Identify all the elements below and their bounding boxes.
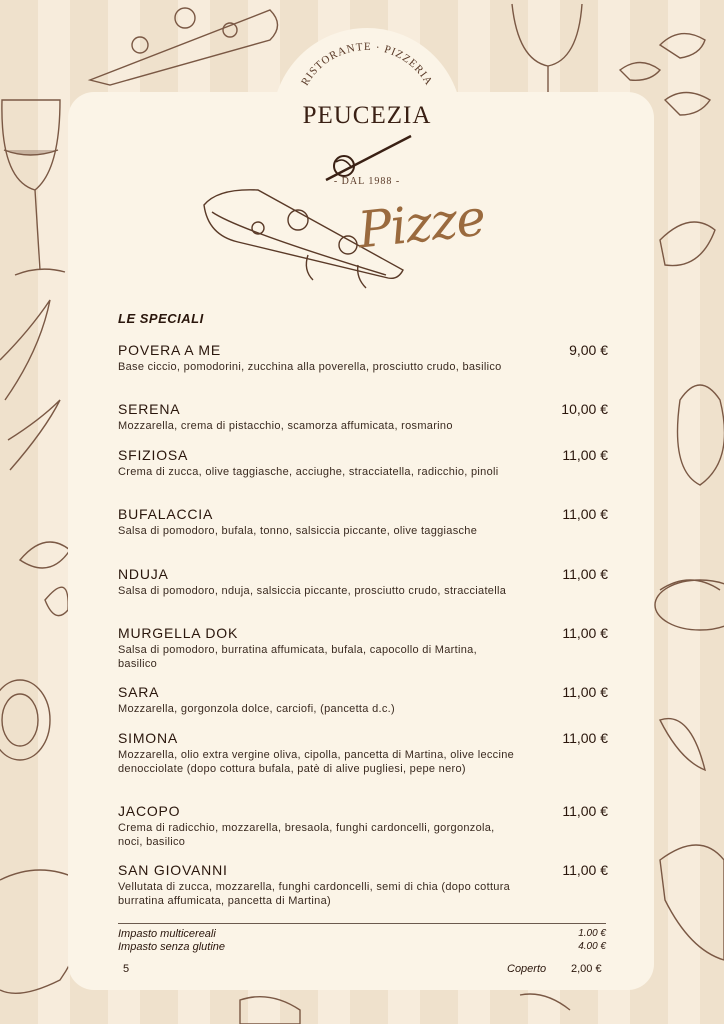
item-name: SAN GIOVANNI bbox=[118, 862, 228, 878]
menu-item bbox=[118, 862, 608, 908]
page-number: 5 bbox=[123, 963, 130, 975]
item-description: Salsa di pomodoro, nduja, salsiccia piccante, prosciutto crudo, stracciatella bbox=[118, 585, 507, 597]
menu-item bbox=[118, 625, 608, 671]
item-price: 11,00 € bbox=[562, 506, 608, 522]
section-title: LE SPECIALI bbox=[118, 311, 204, 326]
menu-item bbox=[118, 730, 608, 776]
item-description: Mozzarella, olio extra vergine oliva, cipolla, pancetta di Martina, olive leccine denocciolate (dopo cottura bufala, patè di alive pugliesi, pepe nero) bbox=[118, 749, 515, 775]
item-price: 11,00 € bbox=[562, 803, 608, 819]
item-price: 11,00 € bbox=[562, 730, 608, 746]
item-description: Crema di zucca, olive taggiasche, acciughe, stracciatella, radicchio, pinoli bbox=[118, 466, 499, 478]
item-description: Base ciccio, pomodorini, zucchina alla poverella, prosciutto crudo, basilico bbox=[118, 361, 502, 373]
item-name: SARA bbox=[118, 684, 160, 700]
item-name: SFIZIOSA bbox=[118, 447, 189, 463]
svg-text:RISTORANTE · PIZZERIA: RISTORANTE · PIZZERIA bbox=[299, 40, 435, 88]
item-price: 11,00 € bbox=[562, 447, 608, 463]
item-description: Vellutata di zucca, mozzarella, funghi cardoncelli, semi di chia (dopo cottura burratina affumicata, pancetta di Martina) bbox=[118, 881, 511, 907]
item-description: Salsa di pomodoro, bufala, tonno, salsiccia piccante, olive taggiasche bbox=[118, 525, 478, 537]
menu-item bbox=[118, 566, 608, 598]
menu-item bbox=[118, 684, 608, 716]
item-description: Crema di radicchio, mozzarella, bresaola, funghi cardoncelli, gorgonzola, noci, basilico bbox=[118, 822, 495, 848]
pizza-slice-sketch bbox=[90, 10, 278, 85]
menu-item bbox=[118, 447, 608, 479]
item-name: JACOPO bbox=[118, 803, 181, 819]
item-price: 11,00 € bbox=[562, 566, 608, 582]
item-price: 9,00 € bbox=[569, 342, 608, 358]
menu-item bbox=[118, 401, 608, 433]
item-name: BUFALACCIA bbox=[118, 506, 214, 522]
wine-glass-left-sketch bbox=[2, 100, 60, 190]
extra-option bbox=[118, 941, 606, 953]
item-name: POVERA A ME bbox=[118, 342, 221, 358]
item-name: SIMONA bbox=[118, 730, 179, 746]
menu-item bbox=[118, 803, 608, 849]
item-price: 11,00 € bbox=[562, 862, 608, 878]
item-price: 11,00 € bbox=[562, 625, 608, 641]
brand-name: PEUCEZIA bbox=[302, 102, 432, 129]
extra-price: 1.00 € bbox=[578, 928, 606, 939]
cover-price: 2,00 € bbox=[571, 963, 602, 975]
item-description: Mozzarella, gorgonzola dolce, carciofi, (pancetta d.c.) bbox=[118, 703, 395, 715]
fork-pasta-icon bbox=[316, 128, 416, 188]
item-name: MURGELLA DOK bbox=[118, 625, 239, 641]
item-name: SERENA bbox=[118, 401, 181, 417]
section-script-title: Pizze bbox=[355, 188, 488, 260]
item-description: Mozzarella, crema di pistacchio, scamorza affumicata, rosmarino bbox=[118, 420, 453, 432]
wine-glass-sketch bbox=[512, 4, 582, 66]
item-name: NDUJA bbox=[118, 566, 169, 582]
menu-item bbox=[118, 506, 608, 538]
item-price: 11,00 € bbox=[562, 684, 608, 700]
menu-item bbox=[118, 342, 608, 374]
extra-price: 4.00 € bbox=[578, 941, 606, 952]
extra-label: Impasto multicereali bbox=[118, 928, 216, 940]
since-label: - DAL 1988 - bbox=[333, 176, 401, 187]
item-description: Salsa di pomodoro, burratina affumicata, bufala, capocollo di Martina, basilico bbox=[118, 644, 477, 670]
cover-label: Coperto bbox=[507, 963, 547, 975]
divider bbox=[118, 923, 606, 924]
item-price: 10,00 € bbox=[561, 401, 608, 417]
extra-label: Impasto senza glutine bbox=[118, 941, 226, 953]
extra-option bbox=[118, 928, 606, 940]
